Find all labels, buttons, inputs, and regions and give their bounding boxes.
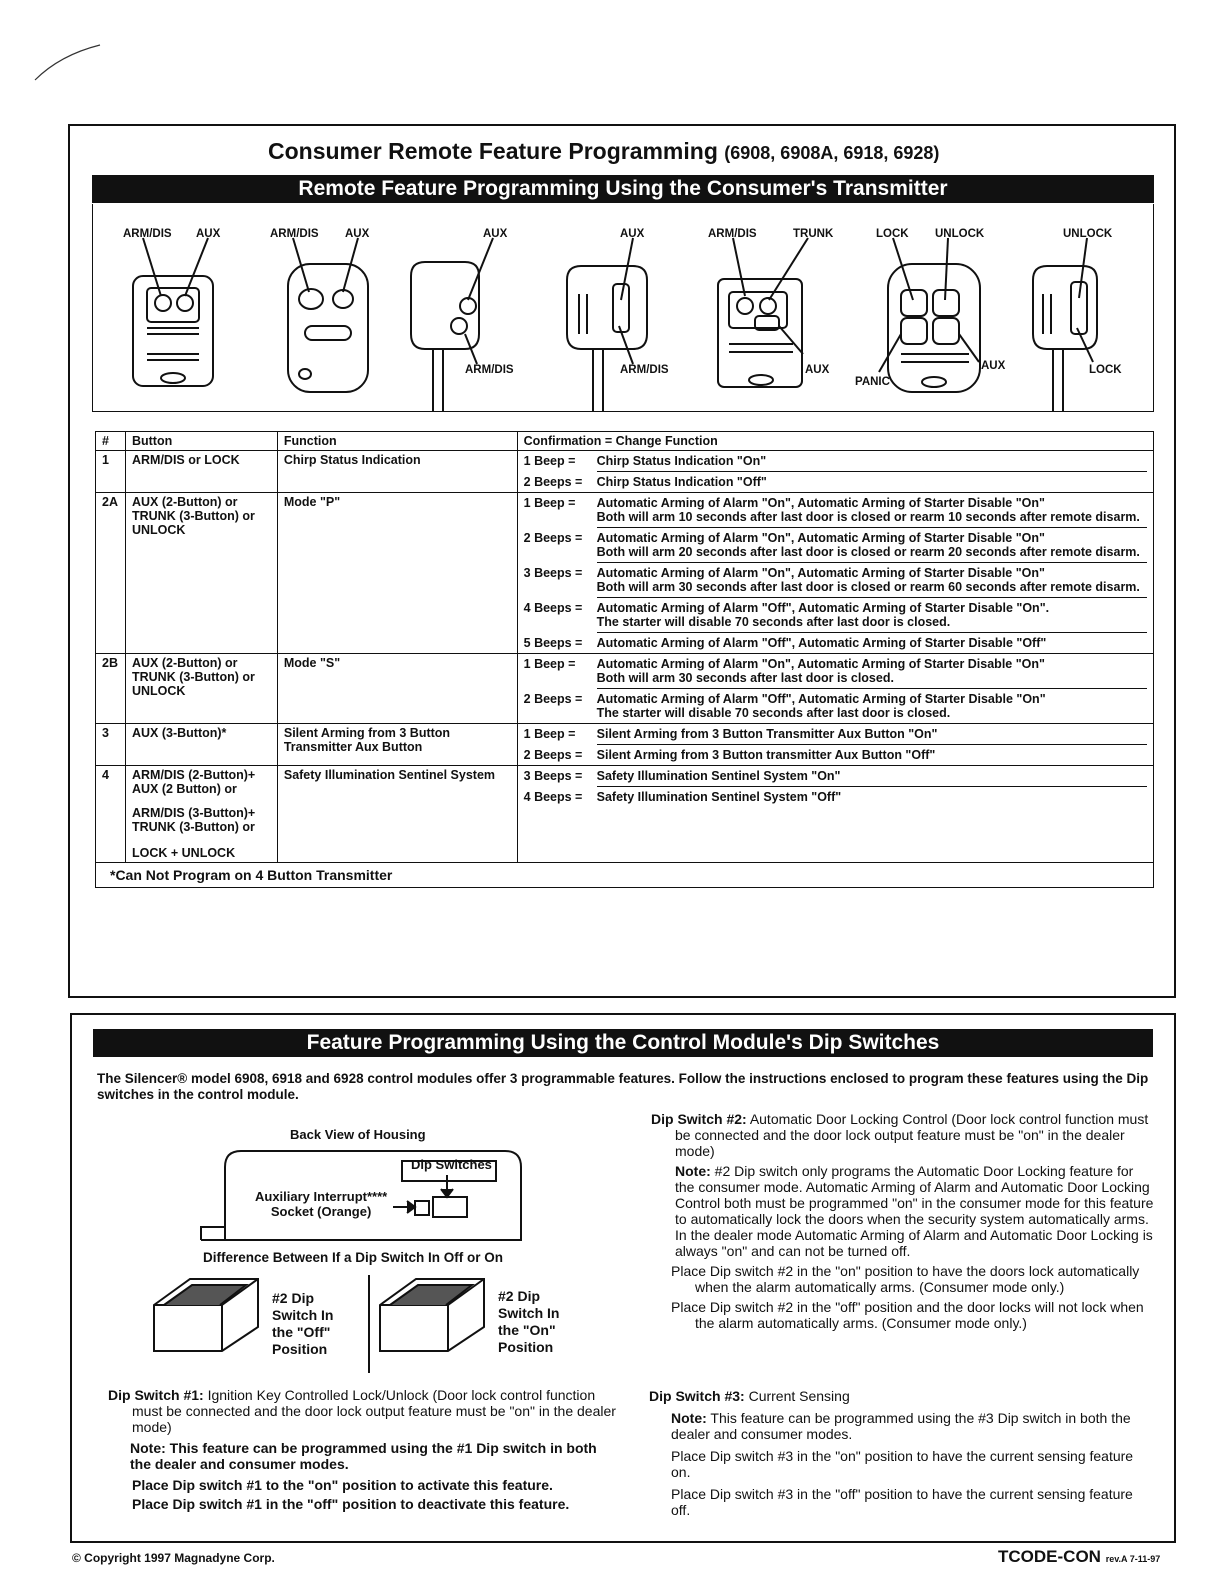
row-confirmation [517,724,1153,766]
dip2-heading [651,1111,1155,1159]
section-models: (6908, 6908A, 6918, 6928) [724,143,940,163]
table-row [96,766,1154,863]
button-name: TRUNK (3-Button) or [131,509,255,523]
conf-text: Automatic Arming of Alarm "On", Automatic Arming of Starter Disable "On" [596,657,1045,671]
conf-detail: Both will arm 30 seconds after last door is closed or rearm 60 seconds after remote disarm. [596,580,1140,594]
table-row [96,724,1154,766]
conf-text: Silent Arming from 3 Button transmitter Aux Button "Off" [596,748,936,762]
label-lock: LOCK [1089,364,1122,376]
row-confirmation [517,766,1153,863]
beep-count: 2 Beeps = [523,530,583,545]
conf-detail: Both will arm 30 seconds after last door is closed. [596,671,894,685]
beep-count: 4 Beeps = [523,789,583,804]
row-confirmation [517,654,1153,724]
dip-switch-bar [93,1029,1153,1057]
dip3-head: Dip Switch #3: [649,1388,745,1404]
dip-off-label-line: #2 Dip [272,1290,315,1306]
beep-count: 3 Beeps = [523,565,583,580]
label-lock: LOCK [876,228,909,240]
dip-intro [97,1071,1149,1103]
label-aux: AUX [620,228,645,240]
button-name: TRUNK (3-Button) or [131,670,255,684]
conf-text: Automatic Arming of Alarm "Off", Automatic Arming of Starter Disable "On". [596,601,1050,615]
dip-on-label-line: Position [498,1339,554,1355]
dip3-note-head: Note: [671,1410,707,1426]
table-row [96,451,1154,493]
dip-switches-label-text: Dip Switches [411,1157,492,1172]
dip2-note-text: #2 Dip switch only programs the Automatic Door Locking feature for the consumer mode. Automatic Arming of Alarm and Automatic Door Locking Control both must be programmed "on" in the consumer mode for this feature to automatically lock the doors when the security system automatically arms. In the dealer mode Automatic Arming of Alarm and Automatic Door Locking is always "on" and can not be turned off. [675,1163,1154,1259]
dip2-note-head: Note: [675,1163,711,1179]
scan-mark [30,40,110,90]
button-name: LOCK + UNLOCK [131,846,236,860]
beep-count: 5 Beeps = [523,635,583,650]
aux-socket-label-line2: Socket (Orange) [270,1204,372,1219]
aux-socket-label [255,1189,387,1219]
dip-on-label [498,1288,559,1356]
row-button [125,654,277,724]
remote-illustrations [92,204,1154,412]
dip2-block [651,1111,1155,1331]
row-num: 1 [96,451,126,493]
dip2-place-on: Place Dip switch #2 in the "on" position to have the doors lock automatically when the alarm automatically arms. (Consumer mode only.) [671,1263,1140,1295]
row-function: Safety Illumination Sentinel System [277,766,517,863]
section-title-text: Consumer Remote Feature Programming [268,138,718,164]
dip-intro-text: The Silencer® model 6908, 6918 and 6928 control modules offer 3 programmable features. Follow the instructions enclosed to program these features using the Dip switches in the control module. [97,1071,1149,1102]
conf-detail: Both will arm 20 seconds after last door is closed or rearm 20 seconds after remote disarm. [596,545,1140,559]
label-aux: AUX [345,228,370,240]
dip2-text: Automatic Door Locking Control (Door lock control function must be connected and the door lock output feature must be "on" in the dealer mode) [675,1111,1149,1159]
label-armdis: ARM/DIS [270,228,319,240]
dip3-place-on: Place Dip switch #3 in the "on" position to have the current sensing feature on. [671,1448,1134,1480]
copyright-text: © Copyright 1997 Magnadyne Corp. [72,1551,275,1565]
dip1-note-head: Note: [130,1440,166,1456]
dip-off-label [272,1290,333,1358]
dip-on-label-line: the "On" [498,1322,556,1338]
label-trunk: TRUNK [793,228,834,240]
row-button [125,766,277,863]
dip3-place-off: Place Dip switch #3 in the "off" position to have the current sensing feature off. [671,1486,1133,1518]
dip3-note [671,1410,1155,1442]
label-unlock: UNLOCK [1063,228,1113,240]
row-confirmation [517,451,1153,493]
conf-text: Automatic Arming of Alarm "Off", Automatic Arming of Starter Disable "On" [596,692,1046,706]
row-button [125,451,277,493]
col-button: Button [125,432,277,451]
beep-count: 3 Beeps = [523,769,583,783]
label-aux: AUX [805,364,830,376]
table-header [96,432,1154,451]
page-code [998,1547,1160,1567]
beep-count: 1 Beep = [523,727,576,741]
dip-off-label-line: Switch In [272,1307,334,1323]
aux-socket-label-line1: Auxiliary Interrupt**** [255,1189,388,1204]
row-function: Mode "P" [277,493,517,654]
label-aux: AUX [483,228,508,240]
difference-title-text: Difference Between If a Dip Switch In Off or On [203,1250,504,1265]
label-armdis: ARM/DIS [123,228,172,240]
conf-text: Automatic Arming of Alarm "Off", Automatic Arming of Starter Disable "Off" [596,636,1047,650]
button-name: AUX (3-Button)* [131,726,227,740]
label-armdis: ARM/DIS [620,364,669,376]
dip-switch-bar-text: Feature Programming Using the Control Module's Dip Switches [306,1031,940,1054]
conf-text: Silent Arming from 3 Button Transmitter Aux Button "On" [596,727,938,741]
label-armdis: ARM/DIS [465,364,514,376]
dip1-note-text: This feature can be programmed using the #1 Dip switch in both the dealer and consumer modes. [130,1440,597,1472]
row-function: Mode "S" [277,654,517,724]
remote-feature-bar [92,175,1154,203]
copyright [72,1551,275,1565]
dip3-heading [649,1388,1155,1404]
dip3-note-text: This feature can be programmed using the #3 Dip switch in both the dealer and consumer modes. [671,1410,1131,1442]
dip1-text: Ignition Key Controlled Lock/Unlock (Door lock control function must be connected and the door lock output feature must be "on" in the dealer mode) [132,1387,616,1435]
conf-text: Safety Illumination Sentinel System "Off" [596,790,842,804]
col-confirmation: Confirmation = Change Function [517,432,1153,451]
dip2-head: Dip Switch #2: [651,1111,747,1127]
revision-text: rev.A 7-11-97 [1105,1554,1161,1564]
dip1-note [130,1440,616,1472]
beep-count: 4 Beeps = [523,600,583,615]
dip-on-diagram [376,1275,486,1355]
conf-text: Safety Illumination Sentinel System "On" [596,769,841,783]
row-num: 4 [96,766,126,863]
conf-text: Chirp Status Indication "On" [596,454,767,468]
conf-text: Automatic Arming of Alarm "On", Automatic Arming of Starter Disable "On" [596,566,1045,580]
table-footnote-row [96,863,1154,888]
page-code-text: TCODE-CON [998,1547,1101,1566]
dip1-heading [108,1387,616,1435]
conf-text: Chirp Status Indication "Off" [596,475,767,489]
button-name: AUX (2-Button) or [131,656,238,670]
dip1-place-off: Place Dip switch #1 in the "off" position to deactivate this feature. [132,1496,570,1512]
dip2-place-off: Place Dip switch #2 in the "off" position and the door locks will not lock when the alarm automatically arms. (Consumer mode only.) [671,1299,1144,1331]
row-button [125,493,277,654]
conf-detail: Both will arm 10 seconds after last door is closed or rearm 10 seconds after remote disarm. [596,510,1140,524]
label-armdis: ARM/DIS [708,228,757,240]
label-panic: PANIC [855,376,890,388]
label-unlock: UNLOCK [935,228,985,240]
dip-switches-label [411,1157,492,1172]
label-aux: AUX [981,360,1006,372]
dip-on-label-line: #2 Dip [498,1288,541,1304]
beep-count: 1 Beep = [523,496,576,510]
dip1-place-on: Place Dip switch #1 to the "on" position to activate this feature. [132,1477,553,1493]
button-name: ARM/DIS (2-Button)+ AUX (2 Button) or [131,768,256,796]
difference-title [203,1250,503,1265]
row-button [125,724,277,766]
conf-detail: The starter will disable 70 seconds after last door is closed. [596,706,951,720]
table-row [96,493,1154,654]
dip-on-label-line: Switch In [498,1305,560,1321]
beep-count: 1 Beep = [523,657,576,671]
col-num: # [96,432,126,451]
dip3-text: Current Sensing [748,1388,850,1404]
dip1-head: Dip Switch #1: [108,1387,204,1403]
row-confirmation [517,493,1153,654]
dip2-note [675,1163,1155,1259]
dip-off-label-line: Position [272,1341,328,1357]
footnote: *Can Not Program on 4 Button Transmitter [96,863,1154,888]
button-name: UNLOCK [131,523,186,537]
conf-text: Automatic Arming of Alarm "On", Automatic Arming of Starter Disable "On" [596,531,1045,545]
button-name: AUX (2-Button) or [131,495,238,509]
conf-text: Automatic Arming of Alarm "On", Automatic Arming of Starter Disable "On" [596,496,1045,510]
row-num: 3 [96,724,126,766]
dip-off-label-line: the "Off" [272,1324,331,1340]
row-function: Chirp Status Indication [277,451,517,493]
section-title [268,138,939,165]
col-function: Function [277,432,517,451]
button-name: ARM/DIS or LOCK [131,453,240,467]
beep-count: 2 Beeps = [523,474,583,489]
dip1-block [108,1387,616,1512]
dip-off-diagram [150,1275,260,1355]
row-num: 2A [96,493,126,654]
diagram-divider [368,1275,370,1373]
label-aux: AUX [196,228,221,240]
back-view-title-text: Back View of Housing [290,1127,426,1142]
button-name: ARM/DIS (3-Button)+ TRUNK (3-Button) or [131,806,256,834]
beep-count: 2 Beeps = [523,691,583,706]
conf-detail: The starter will disable 70 seconds after last door is closed. [596,615,951,629]
remote-feature-bar-text: Remote Feature Programming Using the Consumer's Transmitter [298,177,948,200]
dip3-block [649,1388,1155,1518]
beep-count: 2 Beeps = [523,747,583,762]
row-num: 2B [96,654,126,724]
row-function: Silent Arming from 3 Button Transmitter Aux Button [277,724,517,766]
feature-table [95,431,1154,888]
table-row [96,654,1154,724]
beep-count: 1 Beep = [523,454,576,468]
back-view-title [290,1127,426,1142]
button-name: UNLOCK [131,684,186,698]
